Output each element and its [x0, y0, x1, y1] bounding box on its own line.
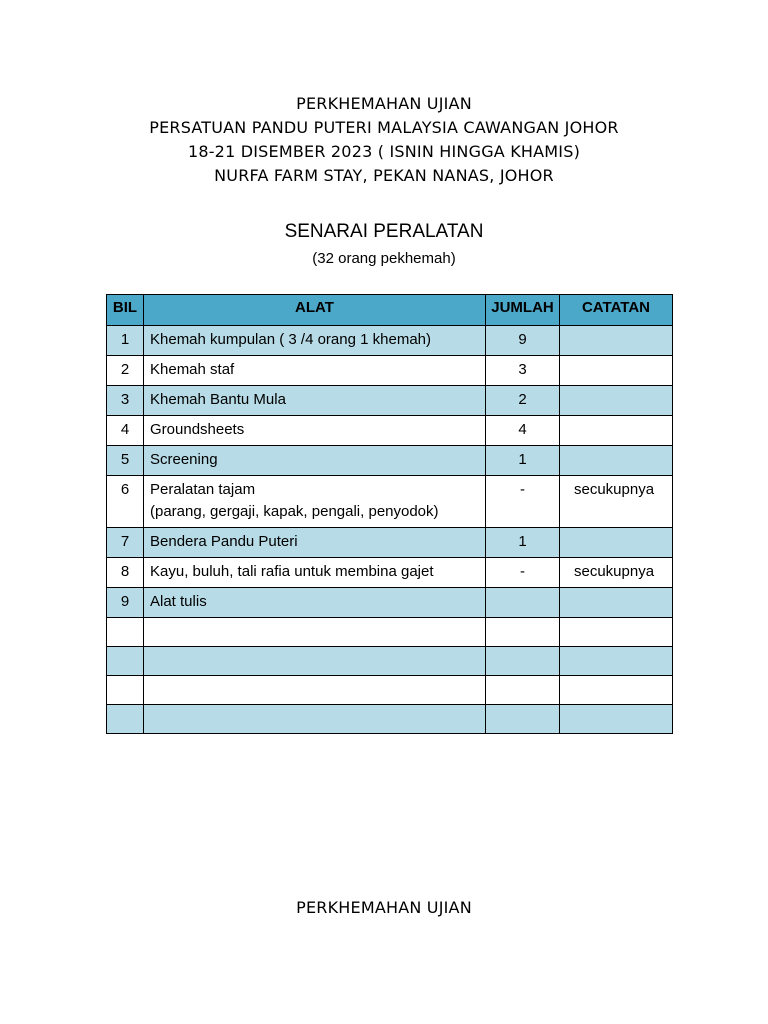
cell-empty: [144, 676, 486, 705]
cell-empty: [107, 705, 144, 734]
cell-empty: [560, 676, 673, 705]
cell-empty: [144, 618, 486, 647]
table-row: [107, 476, 673, 528]
table-row-empty: [107, 618, 673, 647]
cell-empty: [144, 705, 486, 734]
cell-alat: Bendera Pandu Puteri: [144, 528, 486, 558]
cell-alat: Alat tulis: [144, 588, 486, 618]
cell-alat-line: Peralatan tajam: [150, 481, 256, 498]
table-row: [107, 416, 673, 446]
cell-empty: [107, 676, 144, 705]
table-row: [107, 356, 673, 386]
cell-empty: [486, 676, 560, 705]
table-row-empty: [107, 676, 673, 705]
column-header-bil: BIL: [107, 295, 144, 326]
cell-empty: [107, 647, 144, 676]
cell-empty: [107, 618, 144, 647]
cell-empty: [560, 618, 673, 647]
cell-bil: 8: [107, 558, 144, 588]
cell-bil: 1: [107, 326, 144, 356]
cell-alat: Khemah staf: [144, 356, 486, 386]
cell-alat-detail: (parang, gergaji, kapak, pengali, penyodok): [150, 503, 439, 520]
page-subtitle: (32 orang pekhemah): [312, 250, 456, 267]
cell-alat: Screening: [144, 446, 486, 476]
cell-empty: [560, 647, 673, 676]
cell-alat: [144, 476, 486, 528]
table-row: [107, 528, 673, 558]
table-row: [107, 386, 673, 416]
table-row: [107, 446, 673, 476]
cell-catatan: secukupnya: [560, 476, 673, 528]
cell-empty: [486, 705, 560, 734]
cell-bil: 9: [107, 588, 144, 618]
cell-alat: Groundsheets: [144, 416, 486, 446]
cell-jumlah: 2: [486, 386, 560, 416]
column-header-alat: ALAT: [144, 295, 486, 326]
cell-jumlah: 1: [486, 446, 560, 476]
cell-catatan: [560, 446, 673, 476]
cell-jumlah: 9: [486, 326, 560, 356]
cell-catatan: [560, 386, 673, 416]
table-row: [107, 326, 673, 356]
page-title: SENARAI PERALATAN: [284, 221, 484, 242]
cell-empty: [144, 647, 486, 676]
cell-bil: 5: [107, 446, 144, 476]
cell-alat: Khemah kumpulan ( 3 /4 orang 1 khemah): [144, 326, 486, 356]
cell-jumlah: -: [486, 558, 560, 588]
cell-alat: Khemah Bantu Mula: [144, 386, 486, 416]
cell-alat: Kayu, buluh, tali rafia untuk membina gajet: [144, 558, 486, 588]
cell-empty: [560, 705, 673, 734]
cell-bil: 2: [107, 356, 144, 386]
cell-bil: 3: [107, 386, 144, 416]
cell-jumlah: 3: [486, 356, 560, 386]
cell-empty: [486, 647, 560, 676]
table-row-empty: [107, 705, 673, 734]
header-line-organization: PERSATUAN PANDU PUTERI MALAYSIA CAWANGAN JOHOR: [149, 118, 619, 137]
header-line-dates: 18-21 DISEMBER 2023 ( ISNIN HINGGA KHAMIS): [187, 142, 581, 161]
cell-bil: 6: [107, 476, 144, 528]
cell-catatan: [560, 416, 673, 446]
table-header-row: [107, 295, 673, 326]
cell-empty: [486, 618, 560, 647]
cell-bil: 7: [107, 528, 144, 558]
cell-bil: 4: [107, 416, 144, 446]
cell-catatan: [560, 326, 673, 356]
cell-jumlah: 4: [486, 416, 560, 446]
cell-catatan: [560, 588, 673, 618]
equipment-table: [106, 294, 673, 734]
column-header-catatan: CATATAN: [560, 295, 673, 326]
table-row: [107, 588, 673, 618]
cell-jumlah: [486, 588, 560, 618]
column-header-jumlah: JUMLAH: [486, 295, 560, 326]
cell-catatan: [560, 528, 673, 558]
page-footer: PERKHEMAHAN UJIAN: [296, 898, 472, 917]
table-row-empty: [107, 647, 673, 676]
cell-catatan: [560, 356, 673, 386]
table-row: [107, 558, 673, 588]
header-line-event: PERKHEMAHAN UJIAN: [296, 94, 472, 113]
header-line-venue: NURFA FARM STAY, PEKAN NANAS, JOHOR: [214, 166, 554, 185]
cell-jumlah: 1: [486, 528, 560, 558]
cell-jumlah: -: [486, 476, 560, 528]
cell-catatan: secukupnya: [560, 558, 673, 588]
document-header: [0, 92, 768, 188]
